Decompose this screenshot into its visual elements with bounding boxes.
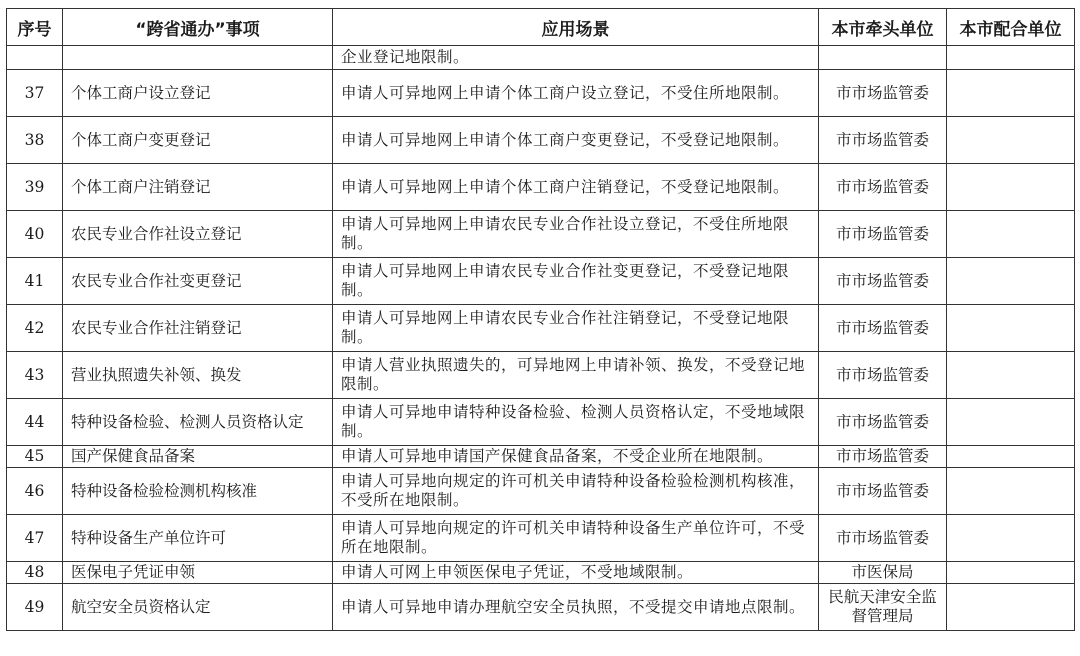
row-lead-unit: 市市场监管委 xyxy=(819,70,947,117)
row-coop-unit xyxy=(947,399,1075,446)
row-item: 医保电子凭证申领 xyxy=(63,562,333,584)
row-coop-unit xyxy=(947,446,1075,468)
row-coop-unit xyxy=(947,70,1075,117)
row-scene: 申请人可异地网上申请农民专业合作社设立登记，不受住所地限制。 xyxy=(333,211,819,258)
table-row xyxy=(7,258,1075,305)
row-lead-unit: 市市场监管委 xyxy=(819,515,947,562)
table-row xyxy=(7,352,1075,399)
row-scene: 申请人可异地向规定的许可机关申请特种设备生产单位许可，不受所在地限制。 xyxy=(333,515,819,562)
header-coop-unit: 本市配合单位 xyxy=(947,9,1075,46)
header-no: 序号 xyxy=(7,9,63,46)
row-scene: 申请人可异地申请国产保健食品备案，不受企业所在地限制。 xyxy=(333,446,819,468)
row-item: 个体工商户变更登记 xyxy=(63,117,333,164)
table-row xyxy=(7,70,1075,117)
table-header-row xyxy=(7,9,1075,46)
row-no: 42 xyxy=(7,305,63,352)
row-scene: 申请人可异地网上申请个体工商户注销登记，不受登记地限制。 xyxy=(333,164,819,211)
row-no: 38 xyxy=(7,117,63,164)
table-row xyxy=(7,468,1075,515)
row-coop-unit xyxy=(947,584,1075,631)
row-item: 特种设备生产单位许可 xyxy=(63,515,333,562)
row-lead-unit: 市市场监管委 xyxy=(819,117,947,164)
table-row xyxy=(7,515,1075,562)
row-no: 45 xyxy=(7,446,63,468)
row-coop-unit xyxy=(947,46,1075,70)
row-scene: 申请人可异地向规定的许可机关申请特种设备检验检测机构核准，不受所在地限制。 xyxy=(333,468,819,515)
row-no: 43 xyxy=(7,352,63,399)
row-scene: 申请人可异地网上申请农民专业合作社变更登记，不受登记地限制。 xyxy=(333,258,819,305)
header-lead-unit: 本市牵头单位 xyxy=(819,9,947,46)
row-lead-unit: 市市场监管委 xyxy=(819,352,947,399)
header-scene: 应用场景 xyxy=(333,9,819,46)
table-row xyxy=(7,584,1075,631)
row-scene: 企业登记地限制。 xyxy=(333,46,819,70)
row-lead-unit xyxy=(819,46,947,70)
row-coop-unit xyxy=(947,258,1075,305)
table-row xyxy=(7,446,1075,468)
header-item: “跨省通办”事项 xyxy=(63,9,333,46)
row-no: 41 xyxy=(7,258,63,305)
row-item: 个体工商户设立登记 xyxy=(63,70,333,117)
row-scene: 申请人可异地申请特种设备检验、检测人员资格认定，不受地域限制。 xyxy=(333,399,819,446)
row-lead-unit: 民航天津安全监督管理局 xyxy=(819,584,947,631)
row-item: 国产保健食品备案 xyxy=(63,446,333,468)
row-no: 46 xyxy=(7,468,63,515)
row-coop-unit xyxy=(947,211,1075,258)
row-item: 农民专业合作社注销登记 xyxy=(63,305,333,352)
row-lead-unit: 市市场监管委 xyxy=(819,446,947,468)
row-coop-unit xyxy=(947,468,1075,515)
row-scene: 申请人可网上申领医保电子凭证，不受地域限制。 xyxy=(333,562,819,584)
row-item: 农民专业合作社设立登记 xyxy=(63,211,333,258)
row-scene: 申请人可异地网上申请个体工商户变更登记，不受登记地限制。 xyxy=(333,117,819,164)
row-item: 航空安全员资格认定 xyxy=(63,584,333,631)
row-coop-unit xyxy=(947,164,1075,211)
table-row xyxy=(7,211,1075,258)
row-no: 48 xyxy=(7,562,63,584)
row-scene: 申请人可异地申请办理航空安全员执照，不受提交申请地点限制。 xyxy=(333,584,819,631)
row-no: 39 xyxy=(7,164,63,211)
row-no: 40 xyxy=(7,211,63,258)
row-lead-unit: 市市场监管委 xyxy=(819,468,947,515)
row-no: 44 xyxy=(7,399,63,446)
row-no: 47 xyxy=(7,515,63,562)
table-row xyxy=(7,117,1075,164)
row-item: 特种设备检验检测机构核准 xyxy=(63,468,333,515)
row-no: 49 xyxy=(7,584,63,631)
row-item xyxy=(63,46,333,70)
row-lead-unit: 市医保局 xyxy=(819,562,947,584)
row-coop-unit xyxy=(947,562,1075,584)
row-scene: 申请人营业执照遗失的，可异地网上申请补领、换发，不受登记地限制。 xyxy=(333,352,819,399)
row-coop-unit xyxy=(947,352,1075,399)
row-lead-unit: 市市场监管委 xyxy=(819,305,947,352)
row-item: 个体工商户注销登记 xyxy=(63,164,333,211)
row-lead-unit: 市市场监管委 xyxy=(819,399,947,446)
row-no: 37 xyxy=(7,70,63,117)
row-lead-unit: 市市场监管委 xyxy=(819,258,947,305)
row-lead-unit: 市市场监管委 xyxy=(819,211,947,258)
table-row xyxy=(7,562,1075,584)
row-coop-unit xyxy=(947,117,1075,164)
table-row xyxy=(7,399,1075,446)
row-coop-unit xyxy=(947,305,1075,352)
row-item: 特种设备检验、检测人员资格认定 xyxy=(63,399,333,446)
row-item: 农民专业合作社变更登记 xyxy=(63,258,333,305)
row-item: 营业执照遗失补领、换发 xyxy=(63,352,333,399)
services-table xyxy=(6,8,1075,631)
row-scene: 申请人可异地网上申请农民专业合作社注销登记，不受登记地限制。 xyxy=(333,305,819,352)
row-scene: 申请人可异地网上申请个体工商户设立登记，不受住所地限制。 xyxy=(333,70,819,117)
row-lead-unit: 市市场监管委 xyxy=(819,164,947,211)
row-coop-unit xyxy=(947,515,1075,562)
row-no xyxy=(7,46,63,70)
table-row xyxy=(7,164,1075,211)
table-row xyxy=(7,305,1075,352)
table-row xyxy=(7,46,1075,70)
